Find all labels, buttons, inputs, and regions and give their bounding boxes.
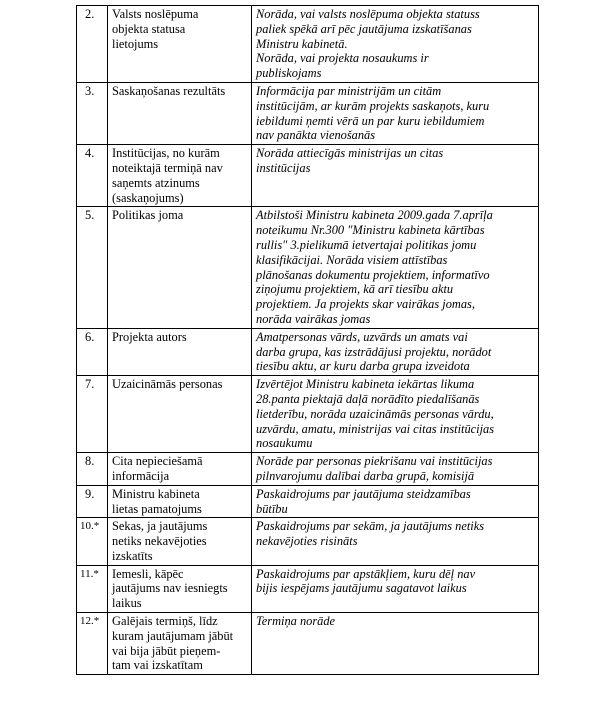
row-description [252,82,539,144]
row-description-line: norāda vairākas jomas [256,311,371,326]
row-name [108,376,252,453]
row-description [252,207,539,328]
row-number: 4. [77,145,108,207]
table-row [77,82,539,144]
table-row [77,376,539,453]
row-name-line: Galējais termiņš, līdz [112,614,218,629]
row-number: 2. [77,6,108,83]
row-description-line: Norāda attiecīgās ministrijas un citas [256,146,444,161]
row-description-line: plānošanas dokumentu projektiem, informatīvo [256,267,490,282]
row-number: 7. [77,376,108,453]
row-name-line: Uzaicināmās personas [112,377,223,392]
row-number: 12.* [77,613,108,675]
row-name-line: objekta statusa [112,21,186,36]
row-name-line: Ministru kabineta [112,486,200,501]
row-description [252,376,539,453]
table-row [77,485,539,518]
row-name-line: tam vai izskatītam [112,658,203,673]
row-description-line: Norāde par personas piekrišanu vai institūcijas [256,454,493,469]
row-name-line: Saskaņošanas rezultāts [112,83,226,98]
row-description [252,453,539,486]
row-name-line: saņemts atzinums [112,175,200,190]
row-description-line: Atbilstoši Ministru kabineta 2009.gada 7.aprīļa [256,208,493,223]
row-name-line: lietas pamatojums [112,501,202,516]
row-name [108,207,252,328]
row-description-line: noteikumu Nr.300 "Ministru kabineta kārtības [256,223,485,238]
row-description-line: ziņojumu projektiem, kā arī tiesību aktu [256,282,454,297]
row-number: 3. [77,82,108,144]
row-description [252,6,539,83]
table-row [77,207,539,328]
table-row [77,613,539,675]
row-number: 5. [77,207,108,328]
row-name [108,565,252,612]
row-name-line: Projekta autors [112,329,187,344]
row-description-line: publiskojams [256,66,322,81]
row-description-line: Norāda, vai projekta nosaukums ir [256,51,429,66]
row-number: 11.* [77,565,108,612]
row-description-line: paliek spēkā arī pēc jautājuma izskatīšanas [256,21,472,36]
row-number: 10.* [77,518,108,565]
row-description-line: rullis" 3.pielikumā ietvertajai politikas jomu [256,237,477,252]
row-name-line: netiks nekavējoties [112,534,207,549]
row-description-line: 28.panta piektajā daļā norādīto piedalīšanās [256,391,480,406]
row-name-line: Valsts noslēpuma [112,7,199,21]
row-name-line: izskatīts [112,548,153,563]
row-number: 8. [77,453,108,486]
table-row [77,518,539,565]
row-description-line: uzvārdu, amatu, ministrijas vai citas institūcijas [256,421,495,436]
row-name-line: Politikas joma [112,208,184,223]
row-number: 6. [77,328,108,375]
row-name-line: Institūcijas, no kurām [112,146,220,161]
row-description-line: projektiem. Ja projekts skar vairākas jomas, [256,297,475,312]
row-description [252,518,539,565]
row-name [108,453,252,486]
row-description [252,145,539,207]
row-name [108,518,252,565]
row-name-line: lietojums [112,36,159,51]
table-row [77,565,539,612]
table-body [77,6,539,675]
row-name-line: jautājums nav iesniegts [112,581,228,596]
row-name [108,485,252,518]
table-row [77,145,539,207]
row-name-line: Cita nepieciešamā [112,454,203,469]
row-description-line: Izvērtējot Ministru kabineta iekārtas likuma [256,377,475,392]
table-row [77,453,539,486]
row-name-line: laikus [112,596,142,611]
row-description [252,485,539,518]
row-description-line: iebildumi ņemti vērā un par kuru iebildumiem [256,113,485,128]
row-description [252,328,539,375]
row-description-line: institūcijas [256,160,311,175]
row-description [252,565,539,612]
row-number: 9. [77,485,108,518]
row-name-line: noteiktajā termiņā nav [112,160,223,175]
row-name [108,82,252,144]
table-row [77,6,539,83]
row-name [108,6,252,83]
row-description-line: lietderību, norāda uzaicināmās personas vārdu, [256,406,494,421]
row-description-line: nosaukumu [256,436,313,451]
row-description-line: Paskaidrojums par apstākļiem, kuru dēļ nav [256,566,476,581]
row-description-line: bijis iespējams jautājumu sagatavot laikus [256,581,467,596]
row-name [108,613,252,675]
row-name-line: Iemesli, kāpēc [112,566,184,581]
row-description-line: Norāda, vai valsts noslēpuma objekta statuss [256,7,480,21]
row-description-line: Paskaidrojums par sekām, ja jautājums netiks [256,519,485,534]
row-description-line: Amatpersonas vārds, uzvārds un amats vai [256,329,468,344]
row-description-line: Ministru kabinetā. [256,36,348,51]
row-name-line: kuram jautājumam jābūt [112,628,234,643]
row-name-line: vai bija jābūt pieņem- [112,643,221,658]
row-name-line: (saskaņojums) [112,190,184,205]
row-description-line: būtību [256,501,288,516]
row-description-line: darba grupa, kas izstrādājusi projektu, norādot [256,344,492,359]
requirements-table [76,5,539,675]
row-description-line: Termiņa norāde [256,614,336,629]
table-row [77,328,539,375]
row-description-line: Informācija par ministrijām un citām [256,83,442,98]
row-description-line: klasifikācijai. Norāda visiem attīstības [256,252,448,267]
row-description-line: institūcijām, ar kurām projekts saskaņots, kuru [256,98,490,113]
row-description-line: nav panākta vienošanās [256,128,376,143]
row-description-line: Paskaidrojums par jautājuma steidzamības [256,486,471,501]
row-description [252,613,539,675]
row-name-line: informācija [112,468,170,483]
row-description-line: pilnvarojumu dalībai darba grupā, komisijā [256,468,475,483]
row-name-line: Sekas, ja jautājums [112,519,208,534]
row-description-line: tiesību aktu, ar kuru darba grupa izveidota [256,359,470,374]
row-name [108,145,252,207]
row-name [108,328,252,375]
row-description-line: nekavējoties risināts [256,534,358,549]
